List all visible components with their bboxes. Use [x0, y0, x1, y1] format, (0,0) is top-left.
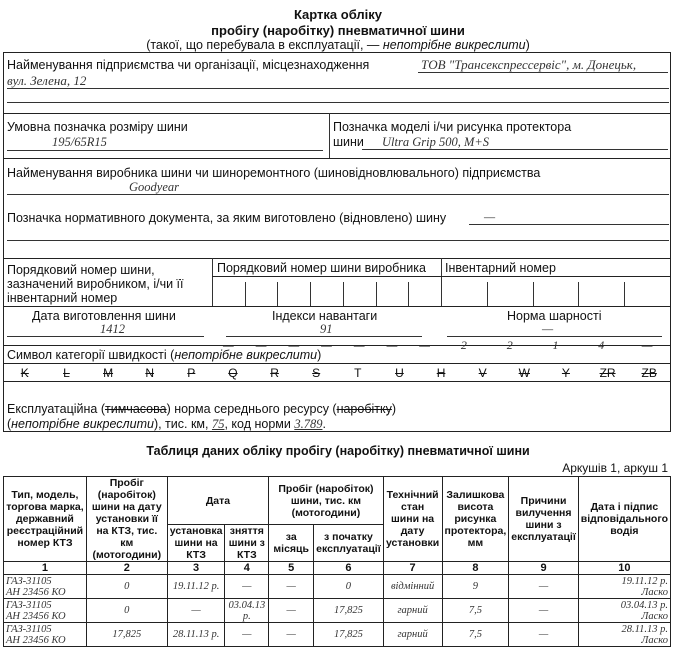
reason-cell: —: [509, 575, 579, 599]
digit-cell: —: [288, 338, 300, 352]
speed-symbol: V: [478, 366, 487, 380]
load-label: Індекси навантаги: [272, 309, 378, 323]
total-cell: 0: [314, 575, 384, 599]
speed-symbol: Q: [228, 366, 238, 380]
col-vehicle: Тип, модель, торгова марка, державний реєстраційний номер КТЗ: [4, 477, 87, 562]
col-number: 6: [314, 562, 384, 575]
col-state: Технічний стан шини на дату установки: [383, 477, 442, 562]
col-reason: Причини вилучення шини з експлуатації: [509, 477, 579, 562]
col-total: з початку експлуатації: [314, 525, 384, 562]
speed-symbol: M: [103, 366, 114, 380]
digit-cell: —: [641, 338, 653, 352]
initial-run-cell: 0: [86, 599, 167, 623]
reason-cell: —: [509, 623, 579, 647]
depth-cell: 7,5: [442, 623, 509, 647]
col-number: 8: [442, 562, 509, 575]
made-date-label: Дата виготовлення шини: [32, 309, 176, 323]
speed-symbol: U: [395, 366, 404, 380]
month-cell: —: [269, 575, 314, 599]
model-label-2: шини: [333, 135, 364, 149]
digit-cell: —: [386, 338, 398, 352]
col-number: 7: [383, 562, 442, 575]
col-date: Дата: [167, 477, 269, 525]
speed-symbol: ZR: [599, 366, 616, 380]
speed-symbol: P: [187, 366, 196, 380]
maker-serial-label: Порядковий номер шини виробника: [217, 261, 426, 275]
size-value: 195/65R15: [52, 135, 107, 149]
depth-cell: 7,5: [442, 599, 509, 623]
org-value-2: вул. Зелена, 12: [7, 73, 87, 88]
card-note: (такої, що перебувала в експлуатації, — непотрібне викреслити): [146, 38, 530, 52]
made-date-value: 1412: [100, 322, 125, 336]
speed-symbol: Y: [561, 366, 570, 380]
mileage-table: [3, 476, 671, 647]
remove-cell: 03.04.13 р.: [225, 599, 269, 623]
card-subtitle: пробігу (наробітку) пневматичної шини: [211, 23, 465, 38]
speed-symbol: H: [436, 366, 446, 380]
state-cell: гарний: [383, 599, 442, 623]
speed-symbol: L: [63, 366, 70, 380]
vehicle-cell: ГАЗ-31105 АН 23456 КО: [4, 623, 87, 647]
col-number: 4: [225, 562, 269, 575]
col-install: установка шини на КТЗ: [167, 525, 225, 562]
sign-cell: 03.04.13 р. Ласко: [578, 599, 670, 623]
digit-cell: —: [223, 338, 234, 352]
org-label: Найменування підприємства чи організації, місцезнаходження: [7, 58, 370, 72]
table-row: [4, 599, 671, 623]
initial-run-cell: 17,825: [86, 623, 167, 647]
col-month: за місяць: [269, 525, 314, 562]
col-remove: зняття шини з КТЗ: [225, 525, 269, 562]
vehicle-cell: ГАЗ-31105 АН 23456 КО: [4, 575, 87, 599]
table-row: [4, 575, 671, 599]
total-cell: 17,825: [314, 599, 384, 623]
remove-cell: —: [225, 623, 269, 647]
state-cell: відмінний: [383, 575, 442, 599]
table-row: [4, 623, 671, 647]
month-cell: —: [269, 623, 314, 647]
install-cell: —: [167, 599, 225, 623]
col-depth: Залишкова висота рисунка протектора, мм: [442, 477, 509, 562]
initial-run-cell: 0: [86, 575, 167, 599]
digit-cell: 1: [552, 338, 559, 352]
col-run: Пробіг (наробіток) шини, тис. км (мотогодини): [269, 477, 383, 525]
tire-card-form: [3, 52, 671, 432]
col-initial-run: Пробіг (наробіток) шини на дату установки її на КТЗ, тис. км (мотогодини): [86, 477, 167, 562]
model-label: Позначка моделі і/чи рисунка протектора: [333, 120, 572, 134]
vehicle-cell: ГАЗ-31105 АН 23456 КО: [4, 599, 87, 623]
col-number: 5: [269, 562, 314, 575]
maker-value: Goodyear: [129, 180, 179, 194]
col-number: 2: [86, 562, 167, 575]
depth-cell: 9: [442, 575, 509, 599]
resource-code: 3.789: [294, 417, 323, 431]
install-cell: 19.11.12 р.: [167, 575, 225, 599]
digit-cell: —: [321, 338, 332, 352]
speed-symbol: K: [20, 366, 29, 380]
sheet-count: Аркушів 1, аркуш 1: [562, 461, 668, 475]
speed-symbol: S: [312, 366, 321, 380]
inventory-label: Інвентарний номер: [445, 261, 556, 275]
col-number: 10: [578, 562, 670, 575]
digit-cell: 4: [598, 338, 605, 352]
resource-km: 75: [211, 417, 225, 431]
model-value: Ultra Grip 500, M+S: [382, 135, 490, 149]
digit-cell: —: [255, 338, 267, 352]
speed-symbol: W: [518, 366, 530, 380]
col-number: 9: [509, 562, 579, 575]
sign-cell: 28.11.13 р. Ласко: [578, 623, 670, 647]
remove-cell: —: [225, 575, 269, 599]
load-value: 91: [320, 322, 333, 336]
org-value-1: ТОВ "Трансекспрессервіс", м. Донецьк,: [421, 57, 637, 72]
sign-cell: 19.11.12 р. Ласко: [578, 575, 670, 599]
maker-label: Найменування виробника шини чи шиноремонтного (шиновідновлювального) підприємства: [7, 166, 541, 180]
speed-label: Символ категорії швидкості (непотрібне викреслити): [7, 348, 322, 362]
digit-cell: 2: [460, 338, 467, 352]
install-cell: 28.11.13 р.: [167, 623, 225, 647]
serial-label: Порядковий номер шини, зазначений виробником, і/чи її інвентарний номер: [7, 263, 184, 305]
ply-value: —: [542, 322, 554, 336]
col-sign: Дата і підпис відповідального водія: [578, 477, 670, 562]
reason-cell: —: [509, 599, 579, 623]
table-title: Таблиця даних обліку пробігу (наробітку) пневматичної шини: [146, 444, 530, 458]
digit-cell: —: [353, 338, 365, 352]
size-label: Умовна позначка розміру шини: [7, 120, 188, 134]
digit-cell: 2: [506, 338, 513, 352]
state-cell: гарний: [383, 623, 442, 647]
norm-label: Позначка нормативного документа, за яким виготовлено (відновлено) шину: [7, 211, 447, 225]
card-title: Картка обліку: [293, 7, 383, 22]
total-cell: 17,825: [314, 623, 384, 647]
col-number: 3: [167, 562, 225, 575]
speed-symbol: R: [270, 366, 279, 380]
norm-value: —: [484, 210, 496, 224]
month-cell: —: [269, 599, 314, 623]
speed-symbol: T: [354, 366, 362, 380]
digit-cell: —: [419, 338, 430, 352]
ply-label: Норма шарності: [507, 309, 602, 323]
resource-line-1: Експлуатаційна (тимчасова) норма середнього ресурсу (наробітку): [7, 402, 397, 416]
speed-symbol: N: [145, 366, 155, 380]
resource-line-2: (непотрібне викреслити), тис. км, 75, код норми 3.789.: [7, 417, 326, 431]
speed-symbol: ZB: [641, 366, 657, 380]
col-number: 1: [4, 562, 87, 575]
